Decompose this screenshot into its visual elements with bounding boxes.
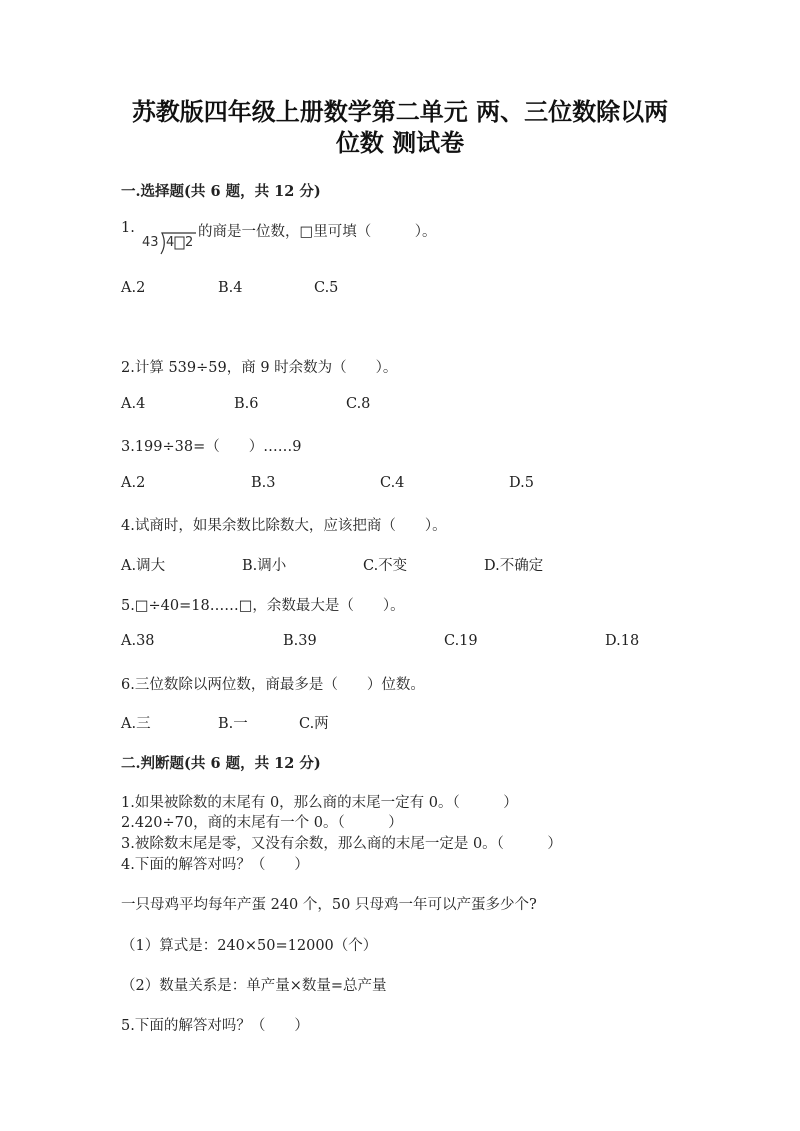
solution-step-2: （2）数量关系是：单产量×数量=总产量 <box>121 978 387 994</box>
judge-item-2: 2.420÷70，商的末尾有一个 0。（ ） <box>121 815 403 831</box>
title-line-2: 位数 测试卷 <box>335 128 465 157</box>
q2-option-a: A.4 <box>121 396 146 412</box>
q5-option-c: C.19 <box>444 633 478 649</box>
divisor: 43 <box>142 235 159 250</box>
dividend-digit-a: 4 <box>166 235 175 250</box>
judge-item-4: 4.下面的解答对吗？（ ） <box>121 857 309 873</box>
title-line-1: 苏教版四年级上册数学第二单元 两、三位数除以两 <box>131 97 669 126</box>
q1-option-c: C.5 <box>314 280 339 296</box>
long-division-figure <box>142 222 196 256</box>
q1-option-b: B.4 <box>218 280 243 296</box>
q6-option-c: C.两 <box>299 716 329 732</box>
dividend-digit-b: 2 <box>185 235 194 250</box>
q3-option-b: B.3 <box>251 475 276 491</box>
q4-option-a: A.调大 <box>121 558 166 574</box>
q2-option-c: C.8 <box>346 396 371 412</box>
question-1-text: 的商是一位数，□里可填（ ）。 <box>198 224 437 240</box>
question-1-number: 1. <box>121 220 135 236</box>
q5-option-b: B.39 <box>283 633 317 649</box>
section-heading-choice: 一.选择题(共 6 题，共 12 分) <box>121 183 321 200</box>
question-2-text: 2.计算 539÷59，商 9 时余数为（ ）。 <box>121 360 398 376</box>
question-4-text: 4.试商时，如果余数比除数大，应该把商（ ）。 <box>121 518 447 534</box>
solution-step-1: （1）算式是：240×50=12000（个） <box>121 938 378 954</box>
judge-item-5: 5.下面的解答对吗？（ ） <box>121 1018 309 1034</box>
q4-option-c: C.不变 <box>363 558 408 574</box>
word-problem: 一只母鸡平均每年产蛋 240 个，50 只母鸡一年可以产蛋多少个? <box>121 897 537 913</box>
q1-option-a: A.2 <box>121 280 146 296</box>
q5-option-a: A.38 <box>121 633 155 649</box>
q6-option-b: B.一 <box>218 716 248 732</box>
q5-option-d: D.18 <box>605 633 640 649</box>
judge-item-1: 1.如果被除数的末尾有 0，那么商的末尾一定有 0。（ ） <box>121 795 518 811</box>
q3-option-a: A.2 <box>121 475 146 491</box>
judge-item-3: 3.被除数末尾是零，又没有余数，那么商的末尾一定是 0。（ ） <box>121 836 562 852</box>
q3-option-c: C.4 <box>380 475 405 491</box>
q3-option-d: D.5 <box>509 475 534 491</box>
question-6-text: 6.三位数除以两位数，商最多是（ ）位数。 <box>121 677 425 693</box>
q2-option-b: B.6 <box>234 396 259 412</box>
section-heading-judge: 二.判断题(共 6 题，共 12 分) <box>121 755 321 772</box>
q6-option-a: A.三 <box>121 716 151 732</box>
page-title <box>90 96 710 158</box>
q4-option-b: B.调小 <box>242 558 287 574</box>
q4-option-d: D.不确定 <box>484 558 544 574</box>
question-5-text: 5.□÷40=18……□，余数最大是（ ）。 <box>121 598 405 614</box>
question-3-text: 3.199÷38=（ ）……9 <box>121 439 302 455</box>
